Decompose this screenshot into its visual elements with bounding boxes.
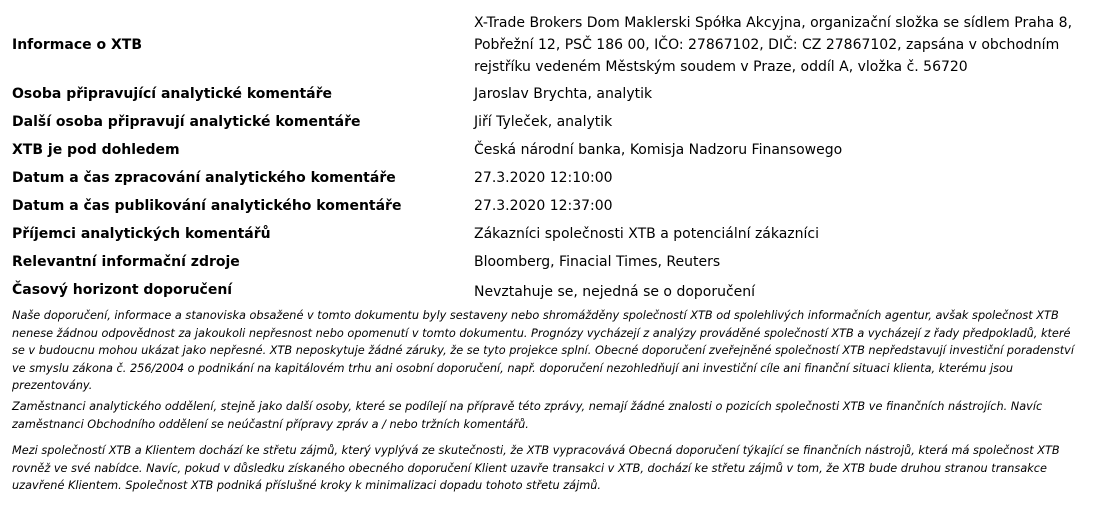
disclaimer-line: rovněž ve své nabídce. Navíc, pokud v důsledku získaného obecného doporučení Klient uzavře transakci v XTB, dochází ke střetu zájmů v tom, že XTB bude druhou stranou transakce <box>12 461 1047 475</box>
row-value: Bloomberg, Finacial Times, Reuters <box>474 254 721 270</box>
disclaimer-line: ve smyslu zákona č. 256/2004 o podnikání na kapitálovém trhu ani osobní doporučení, např. doporučení nezohledňují ani investiční cíle ani finanční situaci klienta, kterému jsou <box>12 361 1014 375</box>
row-value: Jaroslav Brychta, analytik <box>474 86 653 102</box>
row-value: Zákazníci společnosti XTB a potenciální zákazníci <box>474 226 820 242</box>
row-value: 27.3.2020 12:37:00 <box>474 198 613 214</box>
value-line: Pobřežní 12, PSČ 186 00, IČO: 27867102, DIČ: CZ 27867102, zapsána v obchodním <box>474 37 1060 53</box>
row-label: Informace o XTB <box>12 37 142 53</box>
disclaimer-line: Zaměstnanci analytického oddělení, stejně jako další osoby, které se podílejí na přípravě této zprávy, nemají žádné znalosti o pozicích společnosti XTB ve finančních nástrojích. Navíc <box>12 400 1043 413</box>
disclaimer-paragraph <box>12 398 1104 433</box>
row-value: Jiří Tyleček, analytik <box>474 114 613 130</box>
value-line: X-Trade Brokers Dom Maklerski Spółka Akcyjna, organizační složka se sídlem Praha 8, <box>474 15 1073 31</box>
disclaimer-line: Naše doporučení, informace a stanoviska obsažené v tomto dokumentu byly sestaveny nebo shromážděny společností XTB od spolehlivých informačních agentur, avšak společnost XTB <box>12 309 1059 322</box>
disclaimer-line: prezentovány. <box>12 379 93 392</box>
value-line: rejstříku vedeném Městským soudem v Praze, oddíl A, vložka č. 56720 <box>474 59 968 75</box>
row-label: Další osoba připravují analytické komentáře <box>12 114 361 130</box>
row-label: Osoba připravující analytické komentáře <box>12 86 332 102</box>
row-value <box>474 12 1104 78</box>
row-label: Příjemci analytických komentářů <box>12 226 271 242</box>
disclaimer-paragraph <box>12 442 1104 495</box>
row-label: Datum a čas zpracování analytického komentáře <box>12 170 396 186</box>
row-label: Datum a čas publikování analytického komentáře <box>12 198 402 214</box>
disclaimer-line: Mezi společností XTB a Klientem dochází ke střetu zájmů, který vyplývá ze skutečnosti, že XTB vypracovává Obecná doporučení týkající se finančních nástrojů, která má společnost XTB <box>12 444 1060 457</box>
row-label: Časový horizont doporučení <box>12 282 233 298</box>
row-value: 27.3.2020 12:10:00 <box>474 170 613 186</box>
disclaimer-line: se v budoucnu mohou ukázat jako nepřesné. XTB neposkytuje žádné záruky, že se tyto projekce splní. Obecné doporučení zveřejněné společností XTB nepředstavují investiční poradenství <box>12 344 1074 357</box>
disclaimer-paragraph <box>12 307 1104 395</box>
disclaimer-line: uzavřené Klientem. Společnost XTB podniká příslušné kroky k minimalizaci dopadu tohoto střetu zájmů. <box>12 479 601 492</box>
row-label: XTB je pod dohledem <box>12 142 180 158</box>
disclaimer-line: nenese žádnou odpovědnost za jakoukoli nepřesnost nebo opomenutí v tomto dokumentu. Prognózy vycházejí z analýzy prováděné společností XTB a vycházejí z řady předpokladů, které <box>12 326 1071 340</box>
row-value: Nevztahuje se, nejedná se o doporučení <box>474 284 756 300</box>
row-value: Česká národní banka, Komisja Nadzoru Finansowego <box>474 142 843 158</box>
row-label: Relevantní informační zdroje <box>12 254 240 270</box>
disclaimer-line: zaměstnanci Obchodního oddělení se neúčastní přípravy zpráv a / nebo tržních komentářů. <box>12 417 529 431</box>
